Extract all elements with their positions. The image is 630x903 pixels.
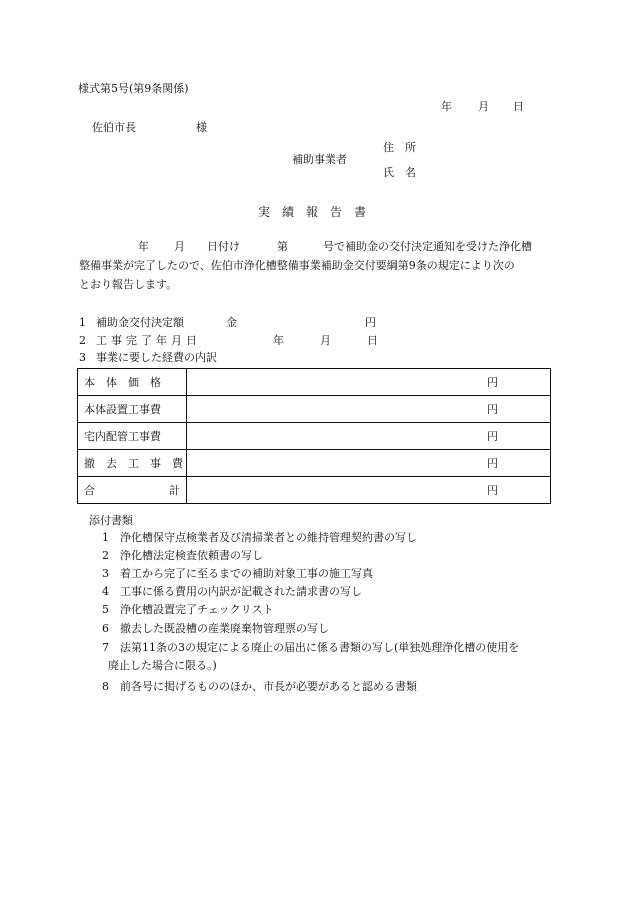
attachment-text: 工事に係る費用の内訳が記載された請求書の写し — [120, 585, 362, 598]
table-row — [78, 423, 551, 450]
honorific: 様 — [196, 121, 207, 134]
total-label-left: 合 — [84, 484, 95, 497]
attachment-number: 6 — [102, 622, 109, 635]
item1-yen: 円 — [365, 316, 376, 329]
total-value-yen: 円 — [187, 477, 551, 504]
attachment-text-continued: 廃止した場合に限る。) — [108, 659, 217, 672]
applicant-label: 補助事業者 — [292, 153, 347, 166]
item2-day: 日 — [367, 334, 378, 347]
address-label: 住 所 — [383, 141, 416, 154]
attachment-text: 浄化槽法定検査依頼書の写し — [120, 549, 263, 562]
item2-label: 工事完了年月日 — [96, 334, 201, 347]
item1-kin: 金 — [226, 316, 237, 329]
cost-label: 撤 去 工 事 費 — [78, 450, 187, 477]
attachments-heading: 添付書類 — [89, 514, 133, 527]
table-row — [78, 450, 551, 477]
body-year-label: 年 — [138, 240, 149, 253]
attachment-number: 5 — [102, 603, 109, 616]
cost-value-yen: 円 — [187, 450, 551, 477]
cost-breakdown-table — [77, 368, 551, 504]
date-month-label: 月 — [478, 100, 489, 113]
attachment-text: 前各号に掲げるもののほか、市長が必要があると認める書類 — [120, 680, 417, 693]
table-row — [78, 369, 551, 396]
cost-value-yen: 円 — [187, 396, 551, 423]
document-title: 実 績 報 告 書 — [258, 205, 367, 219]
attachment-number: 7 — [102, 641, 109, 654]
total-label-right: 計 — [169, 484, 180, 497]
cost-label: 宅内配管工事費 — [78, 423, 187, 450]
date-day-label: 日 — [513, 100, 524, 113]
attachment-text: 浄化槽設置完了チェックリスト — [120, 603, 274, 616]
item2-year: 年 — [273, 334, 284, 347]
body-number-prefix: 第 — [277, 240, 288, 253]
form-number: 様式第5号(第9条関係) — [78, 82, 189, 95]
cost-label: 本体設置工事費 — [78, 396, 187, 423]
addressee: 佐伯市長 — [92, 121, 136, 134]
item1-label: 補助金交付決定額 — [96, 316, 184, 329]
date-year-label: 年 — [441, 100, 452, 113]
body-month-label: 月 — [174, 240, 185, 253]
attachment-number: 1 — [102, 531, 109, 544]
attachment-text: 浄化槽保守点検業者及び清掃業者との維持管理契約書の写し — [120, 531, 417, 544]
attachment-number: 4 — [102, 585, 109, 598]
attachment-text: 法第11条の3の規定による廃止の届出に係る書類の写し(単独処理浄化槽の使用を — [120, 641, 520, 654]
body-day-label: 日付け — [207, 240, 240, 253]
attachment-number: 8 — [102, 680, 109, 693]
name-label: 氏 名 — [383, 166, 416, 179]
body-line2: 整備事業が完了したので、佐伯市浄化槽整備事業補助金交付要綱第9条の規定により次の — [79, 259, 515, 272]
cost-value-yen: 円 — [187, 369, 551, 396]
item1-number: 1 — [79, 316, 86, 329]
attachment-number: 2 — [102, 549, 109, 562]
cost-label: 本 体 価 格 — [78, 369, 187, 396]
total-label-cell — [78, 477, 187, 504]
table-row-total — [78, 477, 551, 504]
item2-month: 月 — [320, 334, 331, 347]
body-line3: とおり報告します。 — [79, 278, 178, 291]
item2-number: 2 — [79, 334, 86, 347]
body-line1-rest: 号で補助金の交付決定通知を受けた浄化槽 — [323, 240, 532, 253]
cost-value-yen: 円 — [187, 423, 551, 450]
item3-number: 3 — [79, 351, 86, 364]
table-row — [78, 396, 551, 423]
item3-label: 事業に要した経費の内訳 — [96, 351, 217, 364]
attachment-text: 着工から完了に至るまでの補助対象工事の施工写真 — [120, 567, 373, 580]
attachment-text: 撤去した既設槽の産業廃棄物管理票の写し — [120, 622, 329, 635]
attachment-number: 3 — [102, 567, 109, 580]
